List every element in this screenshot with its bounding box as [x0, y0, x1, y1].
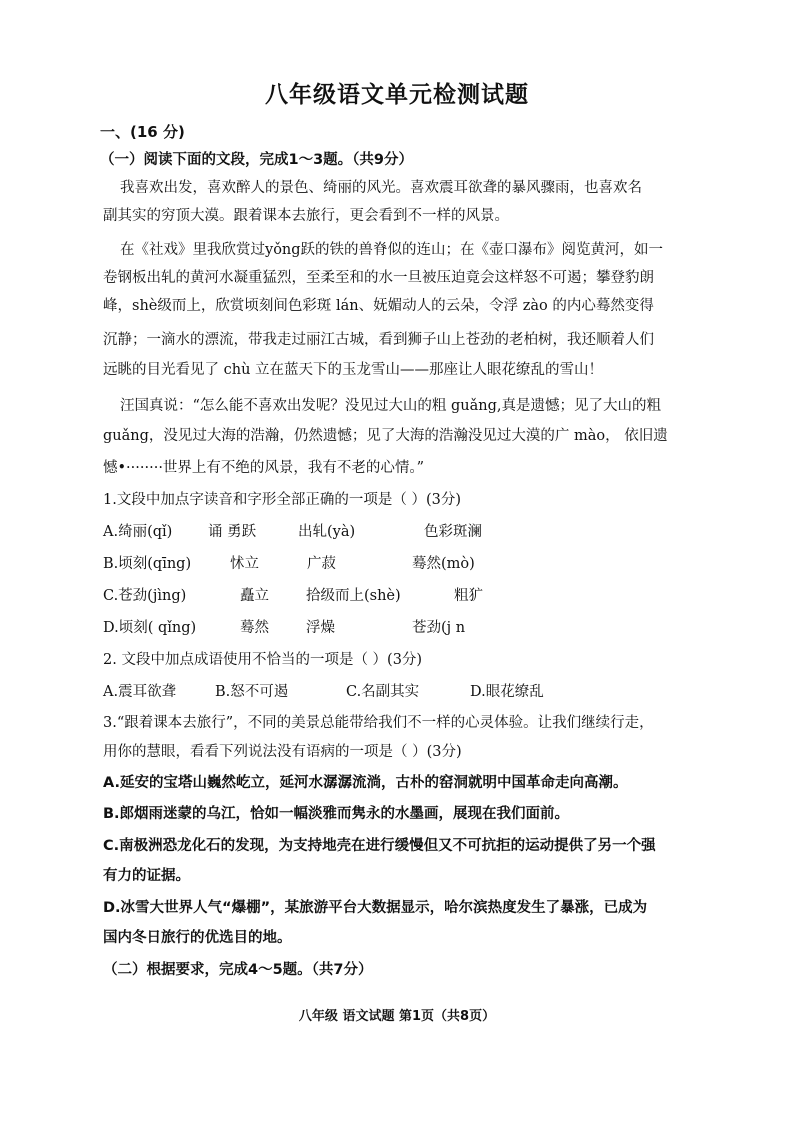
passage-line: 峰，shè级而上，欣赏顷刻间色彩斑 lán、妩媚动人的云朵，令浮 zào 的内心蓦然变得 [103, 298, 654, 314]
passage-line: guǎng，没见过大海的浩瀚，仍然遗憾；见了大海的浩瀚没见过大漠的广 mào， 依旧遗 [103, 428, 668, 444]
q3-option-d: D.冰雪大世界人气“爆棚”，某旅游平台大数据显示，哈尔滨热度发生了暴涨，已成为 [103, 900, 648, 916]
passage-line: 我喜欢出发，喜欢醉人的景色、绮丽的风光。喜欢震耳欲聋的暴风骤雨，也喜欢名 [120, 180, 642, 196]
q3-option-d-cont: 国内冬日旅行的优选目的地。 [103, 930, 292, 946]
q2-option-c: C.名副其实 [346, 684, 420, 700]
passage-line: 远眺的目光看见了 chù 立在蓝天下的玉龙雪山——那座让人眼花缭乱的雪山！ [103, 362, 604, 378]
passage-line: 憾•········世界上有不绝的风景，我有不老的心情。” [103, 460, 425, 476]
passage-line: 沉静；一滴水的漂流，带我走过丽江古城，看到狮子山上苍劲的老柏树，我还顺着人们 [103, 332, 654, 348]
passage-line: 副其实的穷顶大漠。跟着课本去旅行，更会看到不一样的风景。 [103, 208, 509, 224]
q1-option-a-word: 出轧(yà) [298, 524, 356, 540]
q1-option-c: C.苍劲(jìng) [103, 588, 187, 604]
q1-option-a-word: 色彩斑澜 [424, 524, 482, 540]
q1-option-c-word: 拾级而上(shè) [306, 588, 401, 604]
q2-option-b: B.怒不可遏 [215, 684, 289, 700]
q1-option-d-word: 苍劲(j n [412, 620, 466, 636]
part-heading: （二）根据要求，完成4～5题。（共7分） [103, 962, 373, 978]
q1-option-a-word: 诵 勇跃 [208, 524, 257, 540]
q1-option-b-word: 怵立 [230, 556, 259, 572]
passage-line: 汪国真说：“怎么能不喜欢出发呢？没见过大山的粗 guǎng,真是遗憾；见了大山的粗 [120, 398, 662, 414]
question-3-stem: 3.“跟着课本去旅行”，不同的美景总能带给我们不一样的心灵体验。让我们继续行走， [103, 715, 654, 731]
q2-option-d: D.眼花缭乱 [470, 684, 544, 700]
q1-option-c-word: 矗立 [240, 588, 269, 604]
section-heading: 一、(16 分) [100, 123, 185, 141]
passage-line: 卷钢板出轧的黄河水凝重猛烈，至柔至和的水一旦被压迫竟会这样怒不可遏；攀登豹朗 [103, 270, 654, 286]
question-2-stem: 2. 文段中加点成语使用不恰当的一项是（ ）(3分) [103, 652, 423, 668]
q2-option-a: A.震耳欲聋 [103, 684, 177, 700]
q1-option-b-word: 蓦然(mò) [412, 556, 475, 572]
page-footer: 八年级 语文试题 第1页（共8页） [298, 1009, 496, 1024]
part-heading: （一）阅读下面的文段，完成1～3题。（共9分） [100, 152, 414, 168]
q1-option-b: B.顷刻(qīng) [103, 556, 192, 572]
q1-option-a: A.绮丽(qǐ) [103, 524, 173, 540]
q1-option-d-word: 蓦然 [240, 620, 269, 636]
q1-option-d: D.顷刻( qǐng) [103, 620, 197, 636]
q1-option-c-word: 粗犷 [454, 588, 483, 604]
q1-option-b-word: 广菽 [307, 556, 336, 572]
question-1-stem: 1.文段中加点字读音和字形全部正确的一项是（ ）(3分) [103, 492, 461, 508]
q3-option-b: B.郎烟雨迷蒙的乌江，恰如一幅淡雅而隽永的水墨画，展现在我们面前。 [103, 806, 570, 822]
q3-option-c-cont: 有力的证据。 [103, 868, 190, 884]
passage-line: 在《社戏》里我欣赏过yǒng跃的铁的兽脊似的连山；在《壶口瀑布》阅览黄河，如一 [120, 242, 664, 258]
q1-option-d-word: 浮燥 [306, 620, 335, 636]
q3-option-a: A.延安的宝塔山巍然屹立，延河水潺潺流淌，古朴的窑洞就明中国革命走向高潮。 [103, 775, 628, 791]
question-3-stem: 用你的慧眼，看看下列说法没有语病的一项是（ ）(3分) [103, 744, 462, 760]
q3-option-c: C.南极洲恐龙化石的发现，为支持地壳在进行缓慢但又不可抗拒的运动提供了另一个强 [103, 838, 656, 854]
page-title: 八年级语文单元检测试题 [265, 82, 529, 108]
